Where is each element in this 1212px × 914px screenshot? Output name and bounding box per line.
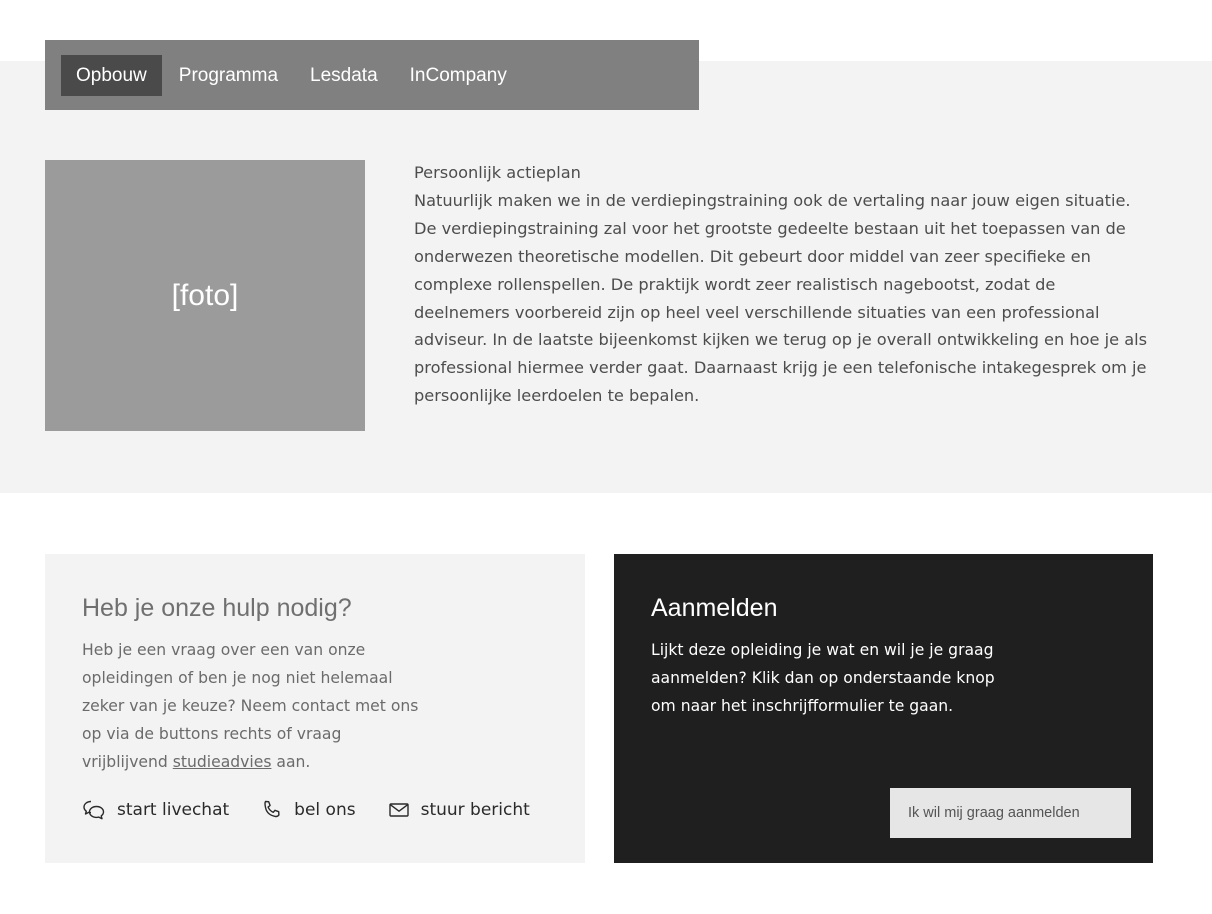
tab-programma[interactable]: Programma [178,65,279,86]
call-label: bel ons [294,800,356,820]
signup-button[interactable]: Ik wil mij graag aanmelden [890,788,1131,838]
contact-options [82,799,562,821]
photo-placeholder [45,160,365,431]
help-card [45,554,585,863]
livechat-label: start livechat [117,800,230,820]
phone-icon [261,799,283,821]
chat-icon [82,799,106,821]
message-label: stuur bericht [420,800,530,820]
tab-incompany[interactable]: InCompany [409,65,507,86]
tab-opbouw[interactable]: Opbouw [61,55,162,96]
envelope-icon [388,801,410,819]
signup-card [614,554,1153,863]
help-text-intro: Heb je een vraag over een van onze opleidingen of ben je nog niet helemaal zeker van je keuze? Neem contact met ons op via de buttons rechts of vraag vrijblijvend [82,641,419,771]
signup-text: Lijkt deze opleiding je wat en wil je je graag aanmelden? Klik dan op onderstaande knop om naar het inschrijfformulier te gaan. [651,641,995,715]
signup-title: Aanmelden [651,594,778,622]
photo-placeholder-label: [foto] [171,278,239,312]
help-text-outro: aan. [271,753,311,771]
intro-heading: Persoonlijk actieplan [414,163,581,182]
studieadvies-link[interactable]: studieadvies [172,753,272,771]
help-text [82,636,432,776]
tab-lesdata[interactable]: Lesdata [310,65,378,86]
call-button[interactable] [261,799,355,821]
intro-section [414,159,1154,410]
help-title: Heb je onze hulp nodig? [82,594,352,622]
message-button[interactable] [388,800,530,820]
intro-body: Natuurlijk maken we in de verdiepingstraining ook de vertaling naar jouw eigen situatie. De verdiepingstraining zal voor het grootste gedeelte bestaan uit het toepassen van de onderwezen theoretische modellen. Dit gebeurt door middel van zeer specifieke en complexe rollenspellen. De praktijk wordt zeer realistisch nagebootst, zodat de deelnemers voorbereid zijn op heel veel verschillende situaties van een professional adviseur. In de laatste bijeenkomst kijken we terug op je overall ontwikkeling en hoe je als professional hiermee verder gaat. Daarnaast krijg je een telefonische intakegesprek om je persoonlijke leerdoelen te bepalen. [414,190,1148,406]
livechat-button[interactable] [82,799,229,821]
tab-bar [45,40,699,110]
